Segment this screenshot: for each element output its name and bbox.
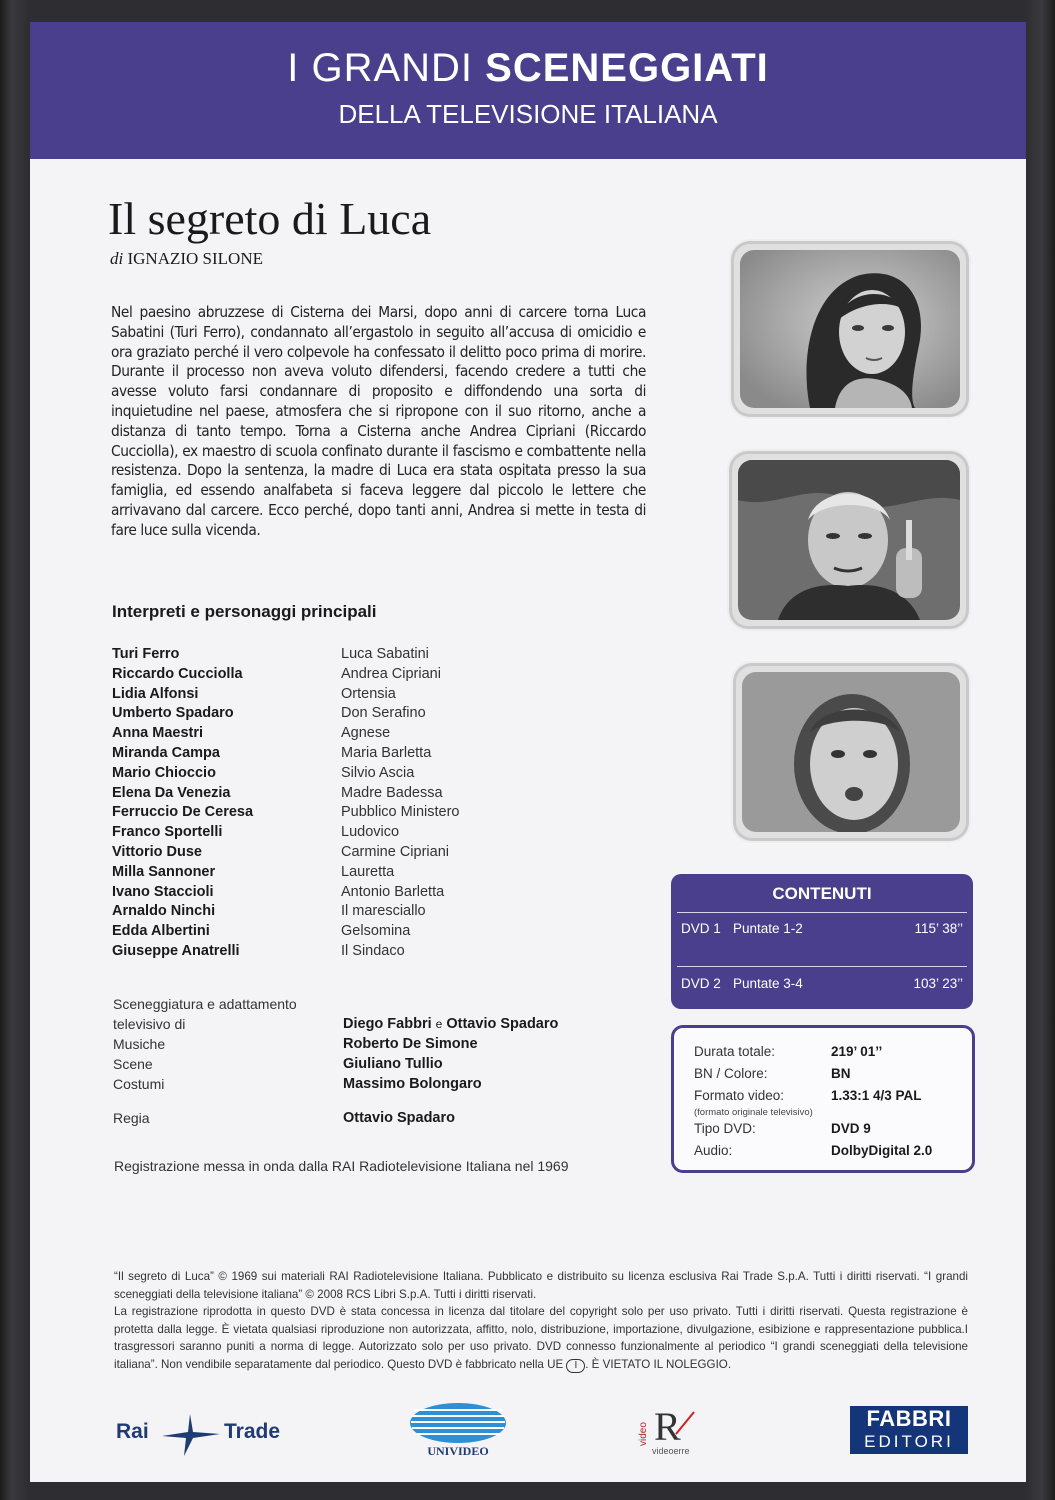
actor-name: Umberto Spadaro [112, 705, 234, 722]
series-header [30, 22, 1026, 159]
logo-bar [30, 1402, 1026, 1472]
color-label: BN / Colore: [694, 1066, 768, 1081]
total-duration-label: Durata totale: [694, 1044, 776, 1059]
country-code-icon: I [566, 1359, 585, 1373]
scenes-value: Giuliano Tullio [343, 1056, 443, 1072]
univideo-logo: UNIVIDEO [408, 1402, 508, 1464]
still-man-image [738, 460, 960, 620]
videoerre-r-icon [652, 1404, 696, 1446]
actor-name: Anna Maestri [112, 725, 204, 742]
still-woman-image [740, 250, 960, 408]
character-name: Andrea Cipriani [341, 665, 441, 682]
still-woman-portrait [740, 250, 960, 408]
actor-name: Elena Da Venezia [112, 784, 231, 801]
character-name: Maria Barletta [341, 745, 432, 761]
character-name: Ortensia [341, 685, 396, 702]
tv-still-1 [734, 244, 966, 414]
screenplay-label-1: Sceneggiatura e adattamento [113, 996, 297, 1012]
contents-divider [677, 912, 967, 913]
character-name: Silvio Ascia [341, 764, 415, 781]
character-name: Antonio Barletta [341, 883, 445, 900]
series-title: I GRANDI SCENEGGIATI [287, 46, 769, 90]
character-name: Pubblico Ministero [341, 804, 460, 821]
actor-name: Franco Sportelli [112, 824, 223, 841]
screenplay-value: Diego Fabbri e Ottavio Spadaro [343, 1016, 559, 1032]
svg-text:R: R [654, 1404, 681, 1446]
actor-name: Giuseppe Anatrelli [112, 943, 240, 959]
format-label: Formato video: (formato originale televisivo) [694, 1088, 813, 1118]
contents-divider [677, 966, 967, 967]
color-value: BN [831, 1066, 851, 1081]
videoerre-logo: video R videoerre [638, 1402, 718, 1460]
actor-name: Arnaldo Ninchi [112, 903, 216, 920]
character-name: Carmine Cipriani [341, 844, 449, 860]
dvd-type-value: DVD 9 [831, 1121, 871, 1136]
actor-name: Vittorio Duse [112, 844, 202, 860]
character-name: Il maresciallo [341, 903, 426, 920]
character-name: Agnese [341, 725, 391, 742]
director-value: Ottavio Spadaro [343, 1110, 455, 1126]
costumes-label: Costumi [113, 1076, 165, 1092]
actor-name: Turi Ferro [112, 646, 180, 662]
author-line: di IGNAZIO SILONE [110, 249, 263, 268]
rai-bird-icon [160, 1412, 222, 1458]
legal-license: La registrazione riprodotta in questo DVD è stata concessa in licenza dal titolare del copyright solo per uso privato. Tutti i diritti riservati. Questa registrazione è protetta dalla legge. È vietata qualsiasi riproduzione non autorizzata, affitto, nolo, distribuzione, importazione, divulgazione, esibizione e rappresentazione pubblica.I trasgressori saranno puniti a norma di legge. Autorizzato solo per uso privato. DVD connesso funzionalmente al periodico “I grandi sceneggiati della televisione italiana”. Non vendibile separatamente dal periodico. Questo DVD è fabbricato nella UE I . È VIETATO IL NOLEGGIO. [114, 1305, 968, 1371]
still-man-portrait [738, 460, 960, 620]
actor-name: Ferruccio De Ceresa [112, 804, 254, 821]
actor-name: Edda Albertini [112, 923, 210, 940]
audio-label: Audio: [694, 1143, 733, 1158]
tv-still-2 [732, 454, 966, 626]
character-name: Don Serafino [341, 705, 426, 722]
still-old-woman-image [742, 672, 960, 832]
back-cover [30, 22, 1026, 1482]
character-name: Luca Sabatini [341, 646, 429, 662]
legal-notice [114, 1268, 968, 1374]
actor-name: Milla Sannoner [112, 863, 216, 880]
rai-trade-logo: Rai Trade [116, 1412, 291, 1458]
dvd-type-label: Tipo DVD: [694, 1121, 756, 1136]
character-name: Gelsomina [341, 923, 411, 940]
actor-name: Lidia Alfonsi [112, 685, 199, 702]
character-name: Lauretta [341, 863, 395, 880]
tv-still-3 [736, 666, 966, 838]
character-name: Ludovico [341, 824, 400, 841]
actor-name: Mario Chioccio [112, 764, 216, 781]
actor-name: Ivano Staccioli [112, 883, 214, 900]
music-label: Musiche [113, 1036, 166, 1052]
legal-copyright: “Il segreto di Luca” © 1969 sui materiali RAI Radiotelevisione Italiana. Pubblicato e distribuito su licenza esclusiva Rai Trade S.p.A. Tutti i diritti riservati. “I grandi sceneggiati della televisione italiana” © 2008 RCS Libri S.p.A. Tutti i diritti riservati. [114, 1270, 968, 1301]
scenes-label: Scene [113, 1056, 153, 1072]
total-duration-value: 219’ 01’’ [831, 1044, 883, 1059]
fabbri-editori-logo: FABBRI EDITORI [850, 1406, 968, 1454]
character-name: Il Sindaco [341, 943, 405, 959]
actor-name: Riccardo Cucciolla [112, 665, 243, 682]
contents-box: CONTENUTI DVD 1 Puntate 1-2 115’ 38’’ DVD 2 Puntate 3-4 103’ 23’’ [671, 874, 973, 1009]
synopsis: Nel paesino abruzzese di Cisterna dei Marsi, dopo anni di carcere torna Luca Sabatini (Turi Ferro), condannato all’ergastolo in seguito all’accusa di omicidio e ora graziato perché il vero colpevole ha confessato il delitto poco prima di morire. Durante il processo non aveva voluto difendersi, facendo credere a tutti che avesse voluto farsi condannare di proposito e diffondendo una sorta di inquietudine nel paese, atmosfera che si ripropone con il suo ritorno, anche a distanza di tanto tempo. Torna a Cisterna anche Andrea Cipriani (Riccardo Cucciolla), ex maestro di scuola confinato durante il fascismo e combattente nella resistenza. Dopo la sentenza, la madre di Luca era stata ospitata presso la sua famiglia, ed essendo analfabeta si faceva leggere dal piccolo le lettere che arrivavano dal carcere. Ecco perché, dopo tanti anni, Andrea si mette in testa di fare luce sulla vicenda. [111, 303, 646, 539]
costumes-value: Massimo Bolongaro [343, 1076, 482, 1092]
broadcast-note: Registrazione messa in onda dalla RAI Radiotelevisione Italiana nel 1969 [114, 1158, 569, 1174]
still-old-woman-portrait [742, 672, 960, 832]
univideo-waves-icon [408, 1402, 508, 1444]
actor-name: Miranda Campa [112, 745, 220, 761]
format-value: 1.33:1 4/3 PAL [831, 1088, 922, 1103]
screenplay-label-2: televisivo di [113, 1016, 186, 1032]
technical-specs [671, 1025, 975, 1173]
character-name: Madre Badessa [341, 784, 443, 801]
director-label: Regia [113, 1110, 150, 1126]
film-title: Il segreto di Luca [108, 193, 432, 244]
cast-heading: Interpreti e personaggi principali [112, 602, 377, 621]
contents-title: CONTENUTI [772, 884, 872, 903]
series-subtitle: DELLA TELEVISIONE ITALIANA [338, 99, 718, 129]
videoerre-side-text: video [638, 1422, 649, 1446]
music-value: Roberto De Simone [343, 1036, 478, 1052]
audio-value: DolbyDigital 2.0 [831, 1143, 933, 1158]
